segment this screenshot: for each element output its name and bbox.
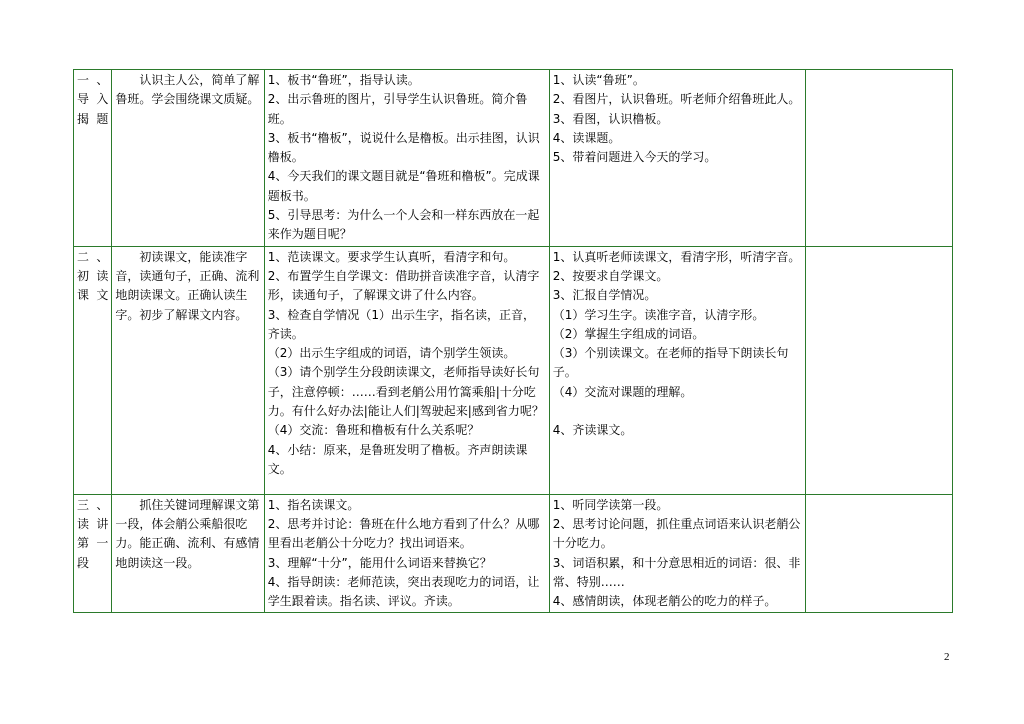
teacher-activity-cell xyxy=(264,70,549,247)
goal-cell: 抓住关键词理解课文第一段，体会艄公乘船很吃力。能正确、流利、有感情地朗读这一段。 xyxy=(112,494,264,613)
teacher-step: 2、布置学生自学课文：借助拼音读准字音，认清字形，读通句子，了解课文讲了什么内容。 xyxy=(267,268,540,303)
teacher-step: 1、指名读课文。 xyxy=(267,497,360,512)
student-step: 1、认读“鲁班”。 xyxy=(552,73,645,87)
student-step: 4、齐读课文。 xyxy=(552,423,633,438)
student-step: 1、听同学读第一段。 xyxy=(552,497,669,512)
student-step: 5、带着问题进入今天的学习。 xyxy=(552,150,717,165)
student-activity-cell xyxy=(549,70,805,247)
table-row xyxy=(74,246,953,494)
teacher-step: 4、今天我们的课文题目就是“鲁班和橹板”。完成课题板书。 xyxy=(267,169,540,203)
teacher-step: 3、理解“十分”，能用什么词语来替换它？ xyxy=(267,555,492,570)
student-step: 2、看图片，认识鲁班。听老师介绍鲁班此人。 xyxy=(552,92,801,107)
student-activity-cell xyxy=(549,494,805,613)
student-step: 4、感情朗读，体现老艄公的吃力的样子。 xyxy=(552,594,777,609)
student-step: 3、看图，认识橹板。 xyxy=(552,111,669,126)
page-number: 2 xyxy=(944,651,950,663)
note-cell xyxy=(805,246,952,494)
teacher-step: 2、思考并讨论：鲁班在什么地方看到了什么？从哪里看出老艄公十分吃力？找出词语来。 xyxy=(267,516,540,551)
student-step: （4）交流对课题的理解。 xyxy=(552,384,693,399)
table-row xyxy=(74,70,953,247)
student-step: 4、读课题。 xyxy=(552,130,621,145)
teacher-step: 1、范读课文。要求学生认真听，看清字和句。 xyxy=(267,249,516,264)
stage-cell: 二、初读课文 xyxy=(74,246,112,494)
student-step: 2、思考讨论问题，抓住重点词语来认识老艄公十分吃力。 xyxy=(552,516,801,551)
teacher-step: 5、引导思考：为什么一个人会和一样东西放在一起来作为题目呢？ xyxy=(267,208,540,242)
student-step: （2）掌握生字组成的词语。 xyxy=(552,326,705,341)
goal-cell: 认识主人公，简单了解鲁班。学会围绕课文质疑。 xyxy=(112,70,264,247)
student-step: 3、汇报自学情况。 xyxy=(552,288,657,303)
blank-line xyxy=(553,402,802,421)
teacher-step: （2）出示生字组成的词语，请个别学生领读。 xyxy=(267,346,516,361)
teacher-step: 3、检查自学情况（1）出示生字，指名读，正音，齐读。 xyxy=(267,307,535,341)
stage-cell: 一、导入揭题 xyxy=(74,70,112,247)
teacher-step: （3）请个别学生分段朗读课文，老师指导读好长句子，注意停顿：……看到老艄公用竹篙乘船|十分吃力。有什么好办法|能让人们|驾驶起来|感到省力呢？ xyxy=(267,365,544,419)
student-step: 3、词语积累，和十分意思相近的词语：很、非常、特别…… xyxy=(552,555,801,589)
teacher-activity-cell xyxy=(264,494,549,613)
note-cell xyxy=(805,70,952,247)
teacher-step: 4、小结：原来，是鲁班发明了橹板。齐声朗读课文。 xyxy=(267,442,528,476)
goal-cell: 初读课文，能读准字音，读通句子，正确、流利地朗读课文。正确认读生字。初步了解课文内容。 xyxy=(112,246,264,494)
lesson-plan-table xyxy=(73,69,953,613)
teacher-activity-cell xyxy=(264,246,549,494)
student-step: （1）学习生字。读准字音，认清字形。 xyxy=(552,307,765,322)
note-cell xyxy=(805,494,952,613)
teacher-step: 1、板书“鲁班”，指导认读。 xyxy=(267,73,420,87)
student-step: 2、按要求自学课文。 xyxy=(552,268,669,283)
stage-cell: 三、读讲第一段 xyxy=(74,494,112,613)
student-activity-cell xyxy=(549,246,805,494)
student-step: 1、认真听老师读课文，看清字形，听清字音。 xyxy=(552,249,801,264)
student-step: （3）个别读课文。在老师的指导下朗读长句子。 xyxy=(552,346,789,380)
teacher-step: 2、出示鲁班的图片，引导学生认识鲁班。简介鲁班。 xyxy=(267,92,528,126)
teacher-step: 4、指导朗读：老师范读，突出表现吃力的词语，让学生跟着读。指名读、评议。齐读。 xyxy=(267,574,540,609)
table-row xyxy=(74,494,953,613)
teacher-step: （4）交流：鲁班和橹板有什么关系呢？ xyxy=(267,423,480,438)
teacher-step: 3、板书“橹板”，说说什么是橹板。出示挂图，认识橹板。 xyxy=(267,130,540,165)
